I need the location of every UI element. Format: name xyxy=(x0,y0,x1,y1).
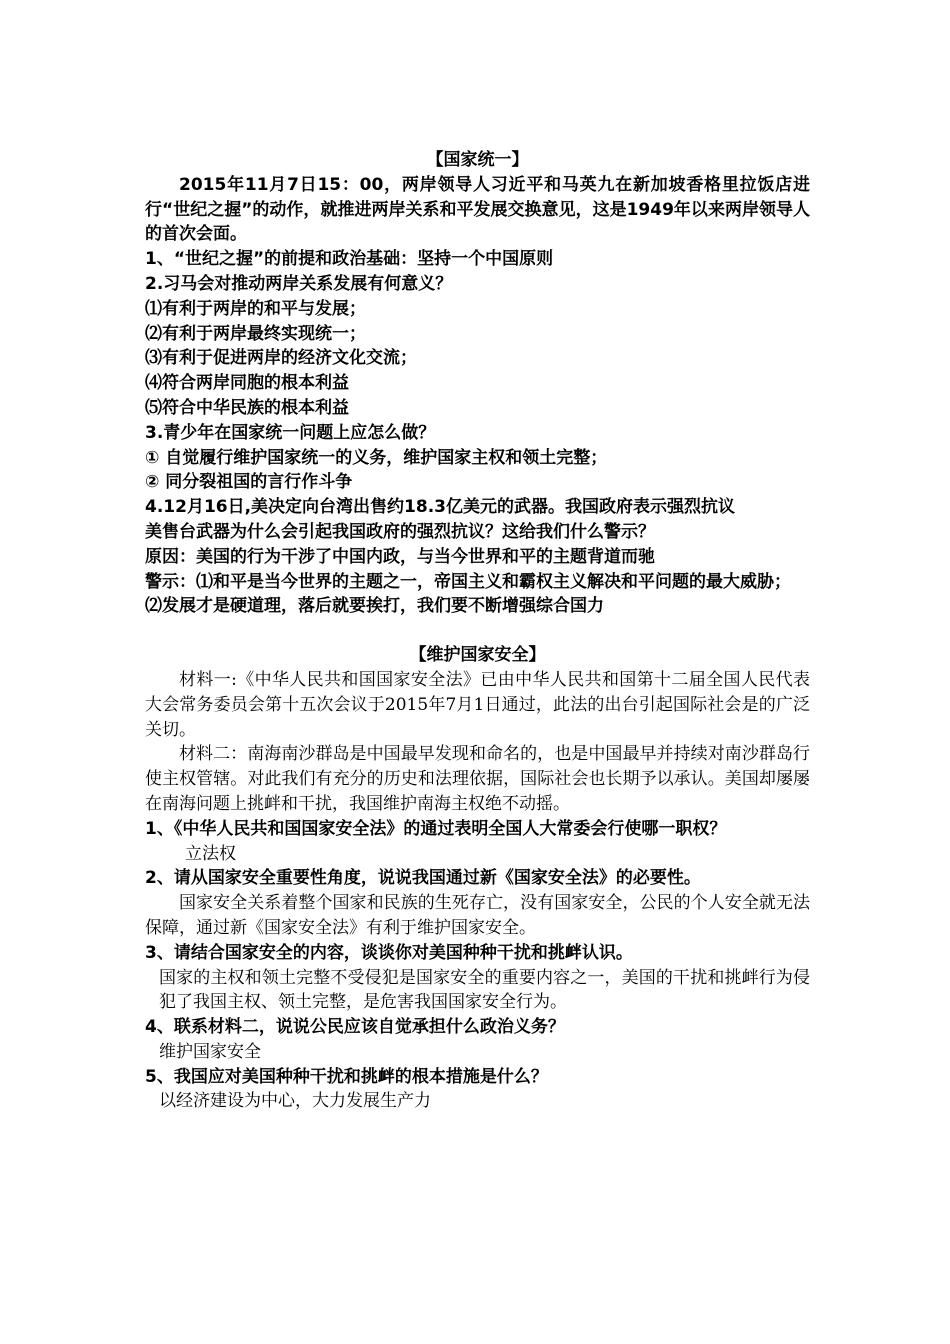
material-1: 材料一:《中华人民共和国国家安全法》已由中华人民共和国第十二届全国人民代表大会常务委员会第十五次会议于2015年7月1日通过，此法的出台引起国际社会是的广泛关切。 xyxy=(145,669,810,740)
question-2: 2.习马会对推动两岸关系发展有何意义？ xyxy=(145,273,453,294)
security-question-2: 2、请从国家安全重要性角度，说说我国通过新《国家安全法》的必要性。 xyxy=(145,868,701,889)
answer-4-warning-1: 警示：⑴和平是当今世界的主题之一，帝国主义和霸权主义解决和平问题的最大威胁； xyxy=(145,571,791,592)
section-title-national-unity: 【国家统一】 xyxy=(426,150,529,170)
security-answer-3: 国家的主权和领土完整不受侵犯是国家安全的重要内容之一，美国的干扰和挑衅行为侵犯了我国主权、领土完整，是危害我国国家安全行为。 xyxy=(159,967,810,1013)
security-answer-5: 以经济建设为中心，大力发展生产力 xyxy=(159,1091,431,1112)
security-question-3: 3、请结合国家安全的内容，谈谈你对美国种种干扰和挑衅认识。 xyxy=(145,942,633,963)
answer-2-4: ⑷符合两岸同胞的根本利益 xyxy=(145,373,349,394)
security-answer-2: 国家安全关系着整个国家和民族的生死存亡，没有国家安全，公民的个人安全就无法保障，通过新《国家安全法》有利于维护国家安全。 xyxy=(145,893,810,938)
security-question-1: 1、《中华人民共和国国家安全法》的通过表明全国人大常委会行使哪一职权？ xyxy=(145,818,727,839)
material-2: 材料二：南海南沙群岛是中国最早发现和命名的，也是中国最早并持续对南沙群岛行使主权管辖。对此我们有充分的历史和法理依据，国际社会也长期予以承认。美国却屡屡在南海问题上挑衅和干扰，我国维护南海主权绝不动摇。 xyxy=(145,744,810,814)
answer-3-2: ② 同分裂祖国的言行作斗争 xyxy=(145,472,353,493)
question-4: 4.12月16日,美决定向台湾出售约18.3亿美元的武器。我国政府表示强烈抗议 xyxy=(145,497,736,518)
answer-2-1: ⑴有利于两岸的和平与发展； xyxy=(145,298,366,319)
security-answer-1: 立法权 xyxy=(185,843,236,864)
answer-4-warning-2: ⑵发展才是硬道理，落后就要挨打，我们要不断增强综合国力 xyxy=(145,596,604,617)
question-1: 1、“世纪之握”的前提和政治基础：坚持一个中国原则 xyxy=(145,249,554,270)
answer-2-3: ⑶有利于促进两岸的经济文化交流； xyxy=(145,348,417,369)
security-answer-4: 维护国家安全 xyxy=(159,1041,261,1062)
security-question-4: 4、联系材料二，说说公民应该自觉承担什么政治义务？ xyxy=(145,1017,565,1038)
answer-4-reason: 原因：美国的行为干涉了中国内政，与当今世界和平的主题背道而驰 xyxy=(145,546,655,567)
question-3: 3.青少年在国家统一问题上应怎么做？ xyxy=(145,422,436,443)
question-4-ask: 美售台武器为什么会引起我国政府的强烈抗议？这给我们什么警示？ xyxy=(145,521,655,542)
answer-2-2: ⑵有利于两岸最终实现统一； xyxy=(145,323,366,344)
answer-2-5: ⑸符合中华民族的根本利益 xyxy=(145,397,349,418)
section-title-national-security: 【维护国家安全】 xyxy=(409,645,546,666)
security-question-5: 5、我国应对美国种种干扰和挑衅的根本措施是什么？ xyxy=(145,1066,548,1087)
document-page xyxy=(145,148,810,1114)
intro-paragraph: 2015年11月7日15：00，两岸领导人习近平和马英九在新加坡香格里拉饭店进行“世纪之握”的动作，就推进两岸关系和平发展交换意见，这是1949年以来两岸领导人的首次会面。 xyxy=(145,174,810,245)
section-gap xyxy=(145,619,810,643)
answer-3-1: ① 自觉履行维护国家统一的义务，维护国家主权和领土完整； xyxy=(145,447,608,468)
